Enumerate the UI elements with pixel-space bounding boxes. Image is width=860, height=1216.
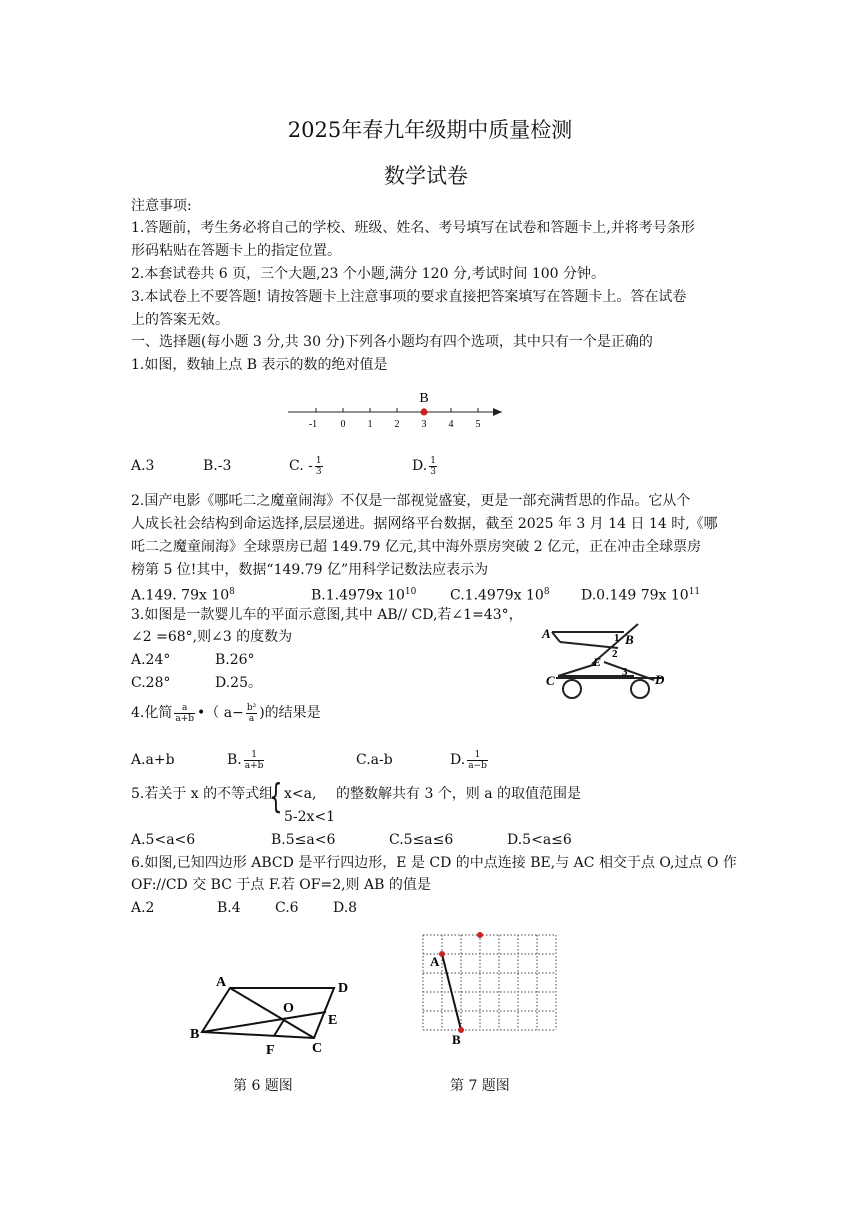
q3-option-c[interactable]: C.28° [131,675,171,691]
q1-stem: 1.如图，数轴上点 B 表示的数的绝对值是 [131,357,388,373]
q2-option-d[interactable]: D.0.149 79x $10^{11}$ [581,587,701,604]
point-b-marker [421,409,428,416]
label-d: D [338,981,349,996]
q5-suffix: 的整数解共有 3 个，则 a 的取值范围是 [336,786,582,802]
note-3a: 3.本试卷上不要答题! 请按答题卡上注意事项的要求直接把答案填写在答题卡上。答在试卷 [131,289,687,305]
q5-option-a[interactable]: A.5<a<6 [131,832,196,848]
section-1-heading: 一、选择题(每小题 3 分,共 30 分)下列各小题均有四个选项，其中只有一个是正确的 [131,334,653,350]
q3-line-1: 3.如图是一款婴儿车的平面示意图,其中 AB// CD,若∠1=43°， [131,607,523,623]
q3-line-2: ∠2 =68°,则∠3 的度数为 [131,629,293,645]
label-f: F [266,1043,275,1058]
page-subtitle: 数学试卷 [384,164,468,188]
q6-option-b[interactable]: B.4 [217,900,241,916]
q1-option-c-prefix: C. - [289,458,313,474]
q1-number-line-figure [282,386,512,436]
q5-prefix: 5.若关于 x 的不等式组 [131,786,274,802]
q3-option-a[interactable]: A.24° [131,652,171,668]
q6-option-d[interactable]: D.8 [333,900,358,916]
label-a: A [542,626,551,641]
fraction: $\frac{1}{a-b}$ [468,749,487,771]
q1-option-b[interactable]: B.-3 [203,458,232,474]
q7-figure-caption: 第 7 题图 [450,1078,510,1094]
note-3b: 上的答案无效。 [131,312,229,328]
tick-label: -1 [308,419,318,430]
q5-option-d[interactable]: D.5<a≤6 [507,832,572,848]
q2-option-b[interactable]: B.1.4979x $10^{10}$ [311,587,417,604]
tick-label: 0 [340,419,346,430]
page-title: 2025年春九年级期中质量检测 [287,118,573,142]
q2-line-3: 吒二之魔童闹海》全球票房已超 149.79 亿元,其中海外票房突破 2 亿元，正在冲击全球票房 [131,539,702,555]
q1-option-c[interactable] [289,455,325,477]
fraction: $\frac{1}{a+b}$ [244,749,264,771]
segment-be [202,1012,326,1032]
q1-option-a[interactable]: A.3 [131,458,155,474]
label-b: B [452,1032,461,1047]
arrow-icon [493,408,502,416]
label-c: C [546,673,555,688]
q5-option-b[interactable]: B.5≤a<6 [271,832,336,848]
notes-heading: 注意事项: [131,198,192,214]
q4-stem: 4.化简 $\frac{a}{a+b}$ •（ a− $\frac{\text{b²}}{a}$ )的结果是 [131,702,321,724]
label-a: A [430,954,440,969]
q6-line-2: OF://CD 交 BC 于点 F.若 OF=2,则 AB 的值是 [131,877,431,893]
point-a-marker [439,951,445,957]
label-d: D [655,672,665,687]
q3-stroller-figure [538,620,688,710]
q6-figure-caption: 第 6 题图 [233,1078,293,1094]
label-b: B [625,632,634,647]
wheel-left [563,680,581,698]
diagonal-ac [230,988,314,1038]
q2-line-4: 榜第 5 位!其中，数据“149.79 亿”用科学记数法应表示为 [131,562,489,578]
tick-label: 5 [475,419,481,430]
q2-line-1: 2.国产电影《哪吒二之魔童闹海》不仅是一部视觉盛宴，更是一部充满哲思的作品。它从个 [131,493,691,509]
q4-option-a[interactable]: A.a+b [131,752,175,768]
fraction: $\frac{a}{a+b}$ [175,702,195,724]
brace-icon: { [269,777,283,817]
fraction: $\frac{1}{3}$ [315,455,322,477]
q6-parallelogram-figure [188,970,358,1060]
tick-label: 2 [394,419,400,430]
q4-option-b[interactable]: B. $\frac{1}{a+b}$ [227,749,264,771]
angle-1-label: 1 [614,632,620,644]
label-a: A [216,975,227,990]
point-b-label: B [419,391,429,406]
tick-label: 3 [421,419,427,430]
label-c: C [312,1041,323,1056]
note-2: 2.本套试卷共 6 页，三个大题,23 个小题,满分 120 分,考试时间 100 分钟。 [131,266,606,282]
fraction: $\frac{1}{3}$ [430,455,436,477]
q5-option-c[interactable]: C.5≤a≤6 [389,832,454,848]
note-1b: 形码粘贴在答题卡上的指定位置。 [131,243,341,259]
label-e: E [593,655,602,669]
q4-option-c[interactable]: C.a-b [356,752,393,768]
label-b: B [190,1027,200,1042]
q6-line-1: 6.如图,已知四边形 ABCD 是平行四边形，E 是 CD 的中点连接 BE,与 AC 相交于点 O,过点 O 作 [131,855,737,871]
q6-option-a[interactable]: A.2 [131,900,155,916]
q2-option-c[interactable]: C.1.4979x $10^8$ [450,587,550,604]
tick-label: 1 [367,419,373,430]
q3-option-d[interactable]: D.25。 [215,675,262,691]
q6-option-c[interactable]: C.6 [275,900,299,916]
angle-2-label: 2 [612,648,618,660]
q4-option-d[interactable]: D. $\frac{1}{a-b}$ [450,749,487,771]
q5-inequality-2: 5-2x<1 [284,809,336,825]
q5-inequality-1: x<a, [284,786,317,802]
angle-3-label: 3 [622,666,628,678]
q2-line-2: 人成长社会结构到命运选择,层层递进。据网络平台数据，截至 2025 年 3 月 14 日 14 时,《哪 [131,516,718,532]
grid-point-marker [477,932,483,938]
label-o: O [283,1001,294,1016]
label-e: E [328,1013,338,1028]
q2-option-a[interactable]: A.149. 79x $10^8$ [131,587,235,604]
wheel-right [631,680,649,698]
note-1a: 1.答题前，考生务必将自己的学校、班级、姓名、考号填写在试卷和答题卡上,并将考号条形 [131,220,695,236]
q1-option-d-prefix: D. [412,458,428,474]
q3-option-b[interactable]: B.26° [215,652,255,668]
fraction: $\frac{\text{b²}}{a}$ [246,702,257,724]
tick-label: 4 [448,419,454,430]
q7-grid-figure [416,930,561,1050]
q1-option-d[interactable] [412,455,439,477]
